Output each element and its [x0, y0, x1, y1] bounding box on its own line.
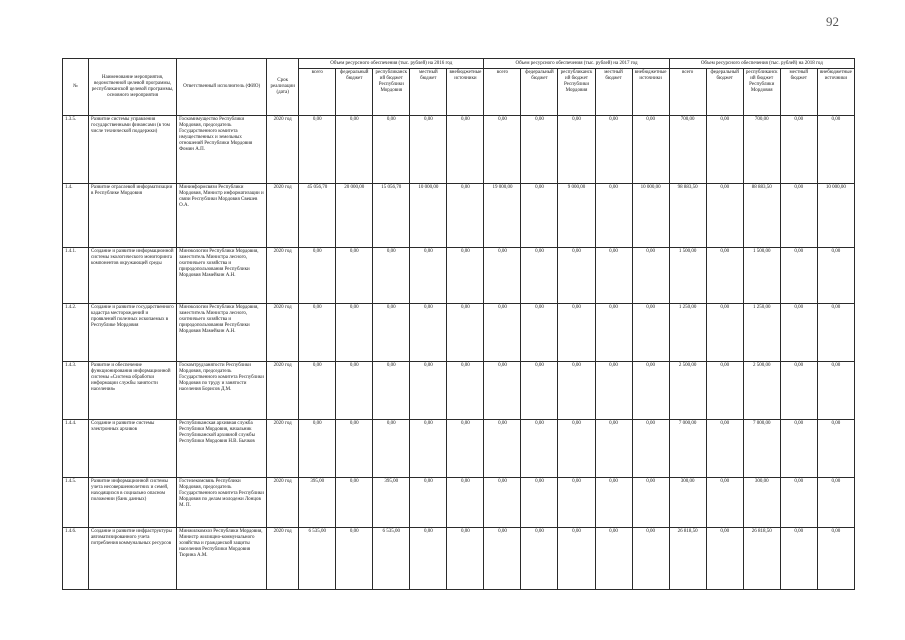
table-row [63, 420, 855, 478]
row-value: 0,00 [336, 420, 373, 478]
table-body [63, 116, 855, 590]
row-value: 98 883,50 [669, 184, 706, 248]
row-value: 1 500,00 [743, 248, 780, 304]
row-value: 0,00 [484, 420, 521, 478]
row-value: 0,00 [558, 420, 595, 478]
row-value: 0,00 [447, 184, 484, 248]
row-value: 7 000,00 [669, 420, 706, 478]
row-value: 0,00 [521, 248, 558, 304]
table-row [63, 304, 855, 362]
header-responsible: Ответственный исполнитель (ФИО) [177, 59, 267, 116]
row-name: Развитие информационной системы учета несовершеннолетних и семей, находящихся в социально опасном положении (банк данных) [89, 478, 177, 528]
row-code: 1.4. [63, 184, 89, 248]
page-number: 92 [826, 14, 839, 29]
row-value: 395,00 [299, 478, 336, 528]
row-value: 0,00 [595, 304, 632, 362]
row-term: 2020 год [267, 304, 299, 362]
row-value: 0,00 [817, 304, 854, 362]
header-group-2017: Объем ресурсного обеспечения (тыс. рублей) на 2017 год [484, 59, 669, 69]
row-value: 0,00 [780, 362, 817, 420]
row-value: 0,00 [780, 528, 817, 590]
row-term: 2020 год [267, 528, 299, 590]
row-term: 2020 год [267, 248, 299, 304]
header-sub-republican: республиканский бюджет Республики Мордовия [373, 69, 410, 116]
row-code: 1.3.5. [63, 116, 89, 184]
row-value: 10 000,00 [410, 184, 447, 248]
row-value: 0,00 [447, 362, 484, 420]
header-sub-total: всего [299, 69, 336, 116]
row-value: 0,00 [484, 248, 521, 304]
row-value: 0,00 [817, 420, 854, 478]
header-row-top [63, 59, 855, 69]
row-code: 1.4.1. [63, 248, 89, 304]
row-value: 0,00 [817, 248, 854, 304]
row-value: 0,00 [558, 362, 595, 420]
row-value: 0,00 [299, 362, 336, 420]
row-value: 0,00 [336, 304, 373, 362]
row-value: 0,00 [521, 304, 558, 362]
row-value: 395,00 [373, 478, 410, 528]
row-responsible: Мининформсвязи Республики Мордовия, Министр информатизации и связи Республики Мордовия Свешев О.А. [177, 184, 267, 248]
row-value: 26 818,50 [669, 528, 706, 590]
row-value: 0,00 [632, 528, 669, 590]
row-value: 0,00 [336, 478, 373, 528]
row-value: 300,00 [743, 478, 780, 528]
row-value: 0,00 [410, 362, 447, 420]
row-value: 0,00 [299, 420, 336, 478]
row-value: 0,00 [780, 420, 817, 478]
row-value: 0,00 [817, 116, 854, 184]
header-group-2016: Объем ресурсного обеспечения (тыс. рублей) на 2016 год [299, 59, 484, 69]
row-value: 19 000,00 [484, 184, 521, 248]
row-value: 0,00 [632, 362, 669, 420]
row-value: 10 000,00 [632, 184, 669, 248]
row-responsible: Госкомтрудзанятости Республики Мордовия, председатель Государственного комитета Республики Мордовия по труду и занятости населения Борисов Д.М. [177, 362, 267, 420]
row-code: 1.4.4. [63, 420, 89, 478]
row-value: 0,00 [373, 362, 410, 420]
row-value: 0,00 [447, 304, 484, 362]
row-value: 0,00 [706, 478, 743, 528]
table-row [63, 248, 855, 304]
row-responsible: Госкомимущество Республики Мордовия, председатель Государственного комитета имущественных и земельных отношений Республики Мордовия Фомин А.П. [177, 116, 267, 184]
header-sub-total: всего [669, 69, 706, 116]
row-responsible: Минэкологии Республики Мордовия, заместитель Министра лесного, охотничьего хозяйства и природопользования Республики Мордовия Мамейкин А.Н. [177, 304, 267, 362]
row-value: 0,00 [410, 116, 447, 184]
row-value: 1 250,00 [743, 304, 780, 362]
row-code: 1.4.5. [63, 478, 89, 528]
row-value: 0,00 [336, 362, 373, 420]
row-value: 0,00 [632, 304, 669, 362]
row-value: 0,00 [447, 528, 484, 590]
row-value: 0,00 [817, 362, 854, 420]
row-value: 0,00 [447, 478, 484, 528]
row-value: 0,00 [410, 478, 447, 528]
header-sub-total: всего [484, 69, 521, 116]
row-value: 0,00 [447, 420, 484, 478]
row-term: 2020 год [267, 362, 299, 420]
row-term: 2020 год [267, 116, 299, 184]
row-value: 0,00 [780, 248, 817, 304]
row-value: 0,00 [817, 478, 854, 528]
row-value: 1 500,00 [669, 248, 706, 304]
row-value: 0,00 [706, 362, 743, 420]
row-value: 0,00 [558, 528, 595, 590]
row-name: Создание и развитие инфраструктуры автоматизированного учета потребления коммунальных ресурсов [89, 528, 177, 590]
row-code: 1.4.2. [63, 304, 89, 362]
row-value: 0,00 [521, 478, 558, 528]
header-sub-republican: республиканский бюджет Республики Мордовия [558, 69, 595, 116]
header-term: Срок реализации (дата) [267, 59, 299, 116]
header-sub-republican: республиканский бюджет Республики Мордовия [743, 69, 780, 116]
table-row [63, 184, 855, 248]
row-value: 700,00 [743, 116, 780, 184]
row-value: 0,00 [706, 528, 743, 590]
row-value: 0,00 [484, 528, 521, 590]
row-value: 0,00 [595, 248, 632, 304]
row-value: 15 056,70 [373, 184, 410, 248]
row-value: 45 056,70 [299, 184, 336, 248]
row-value: 0,00 [558, 248, 595, 304]
row-value: 0,00 [299, 116, 336, 184]
row-value: 700,00 [669, 116, 706, 184]
row-value: 0,00 [595, 478, 632, 528]
row-value: 0,00 [632, 478, 669, 528]
row-value: 0,00 [595, 528, 632, 590]
row-value: 0,00 [299, 248, 336, 304]
row-code: 1.4.3. [63, 362, 89, 420]
row-value: 0,00 [484, 304, 521, 362]
row-value: 10 000,00 [817, 184, 854, 248]
row-value: 0,00 [521, 116, 558, 184]
row-responsible: Республиканская архивная служба Республики Мордовия, начальник Республиканской архивной службы Республики Мордовия Н.В. Бычков [177, 420, 267, 478]
row-value: 2 500,00 [743, 362, 780, 420]
row-value: 0,00 [706, 420, 743, 478]
row-value: 88 883,50 [743, 184, 780, 248]
row-value: 0,00 [484, 362, 521, 420]
row-value: 0,00 [595, 184, 632, 248]
header-sub-federal: федеральный бюджет [521, 69, 558, 116]
header-sub-extrabudgetary: внебюджетные источники [817, 69, 854, 116]
row-value: 0,00 [780, 478, 817, 528]
row-value: 0,00 [706, 116, 743, 184]
budget-table [62, 58, 855, 590]
row-value: 0,00 [299, 304, 336, 362]
row-value: 0,00 [521, 184, 558, 248]
row-value: 7 000,00 [743, 420, 780, 478]
row-value: 0,00 [632, 116, 669, 184]
row-value: 0,00 [558, 478, 595, 528]
row-code: 1.4.6. [63, 528, 89, 590]
table-row [63, 362, 855, 420]
header-sub-federal: федеральный бюджет [706, 69, 743, 116]
row-value: 0,00 [558, 304, 595, 362]
row-value: 0,00 [558, 116, 595, 184]
row-value: 0,00 [373, 116, 410, 184]
row-value: 26 818,50 [743, 528, 780, 590]
row-value: 0,00 [706, 304, 743, 362]
row-value: 0,00 [595, 116, 632, 184]
row-value: 0,00 [521, 362, 558, 420]
row-name: Создание и развитие системы электронных архивов [89, 420, 177, 478]
header-sub-federal: федеральный бюджет [336, 69, 373, 116]
table-row [63, 478, 855, 528]
header-no: № [63, 59, 89, 116]
row-value: 6 535,00 [373, 528, 410, 590]
row-value: 0,00 [447, 248, 484, 304]
row-value: 6 535,00 [299, 528, 336, 590]
row-value: 0,00 [595, 420, 632, 478]
header-group-2018: Объем ресурсного обеспечения (тыс. рублей) на 2018 год [669, 59, 854, 69]
row-value: 0,00 [632, 420, 669, 478]
row-value: 0,00 [521, 420, 558, 478]
row-value: 0,00 [410, 528, 447, 590]
row-responsible: Минжилкомхоз Республики Мордовия, Министр жилищно-коммунального хозяйства и гражданской защиты населения Республики Мордовия Тюрина А.М. [177, 528, 267, 590]
table-row [63, 116, 855, 184]
row-value: 0,00 [373, 304, 410, 362]
row-value: 0,00 [336, 248, 373, 304]
header-sub-local: местный бюджет [595, 69, 632, 116]
row-value: 0,00 [632, 248, 669, 304]
row-value: 0,00 [336, 116, 373, 184]
header-sub-local: местный бюджет [410, 69, 447, 116]
row-name: Создание и развитие информационной системы экологического мониторинга компонентов окружающей среды [89, 248, 177, 304]
row-name: Развитие и обеспечение функционирования информационной системы «Система обработки информации службы занятости населения» [89, 362, 177, 420]
row-value: 2 500,00 [669, 362, 706, 420]
row-value: 0,00 [780, 304, 817, 362]
row-value: 0,00 [447, 116, 484, 184]
row-value: 0,00 [484, 116, 521, 184]
row-value: 0,00 [410, 248, 447, 304]
header-sub-local: местный бюджет [780, 69, 817, 116]
header-sub-extrabudgetary: внебюджетные источники [447, 69, 484, 116]
row-term: 2020 год [267, 478, 299, 528]
row-value: 0,00 [595, 362, 632, 420]
row-responsible: Гостелекомсвязь Республики Мордовия, председатель Государственного комитета Республики Мордовия по делам молодежи Лонцов М. П. [177, 478, 267, 528]
row-value: 0,00 [336, 528, 373, 590]
row-value: 0,00 [780, 116, 817, 184]
row-name: Создание и развитие государственного кадастра месторождений и проявлений полезных ископаемых в Республике Мордовия [89, 304, 177, 362]
row-value: 20 000,00 [336, 184, 373, 248]
header-sub-extrabudgetary: внебюджетные источники [632, 69, 669, 116]
row-value: 300,00 [669, 478, 706, 528]
row-value: 0,00 [484, 478, 521, 528]
row-value: 0,00 [521, 528, 558, 590]
row-name: Развитие системы управления государственными финансами (в том числе технической поддержки) [89, 116, 177, 184]
row-value: 0,00 [780, 184, 817, 248]
row-responsible: Минэкологии Республики Мордовия, заместитель Министра лесного, охотничьего хозяйства и природопользования Республики Мордовия Мамейкин А.Н. [177, 248, 267, 304]
row-value: 0,00 [706, 248, 743, 304]
header-name: Наименование мероприятия, ведомственной целевой программы, республиканской целевой программы, основного мероприятия [89, 59, 177, 116]
row-value: 1 250,00 [669, 304, 706, 362]
row-value: 0,00 [373, 420, 410, 478]
row-value: 0,00 [817, 528, 854, 590]
row-name: Развитие отраслевой информатизации в Республике Мордовия [89, 184, 177, 248]
row-value: 0,00 [410, 420, 447, 478]
row-value: 9 000,00 [558, 184, 595, 248]
row-value: 0,00 [410, 304, 447, 362]
row-value: 0,00 [373, 248, 410, 304]
table-row [63, 528, 855, 590]
row-term: 2020 год [267, 420, 299, 478]
row-value: 0,00 [706, 184, 743, 248]
row-term: 2020 год [267, 184, 299, 248]
